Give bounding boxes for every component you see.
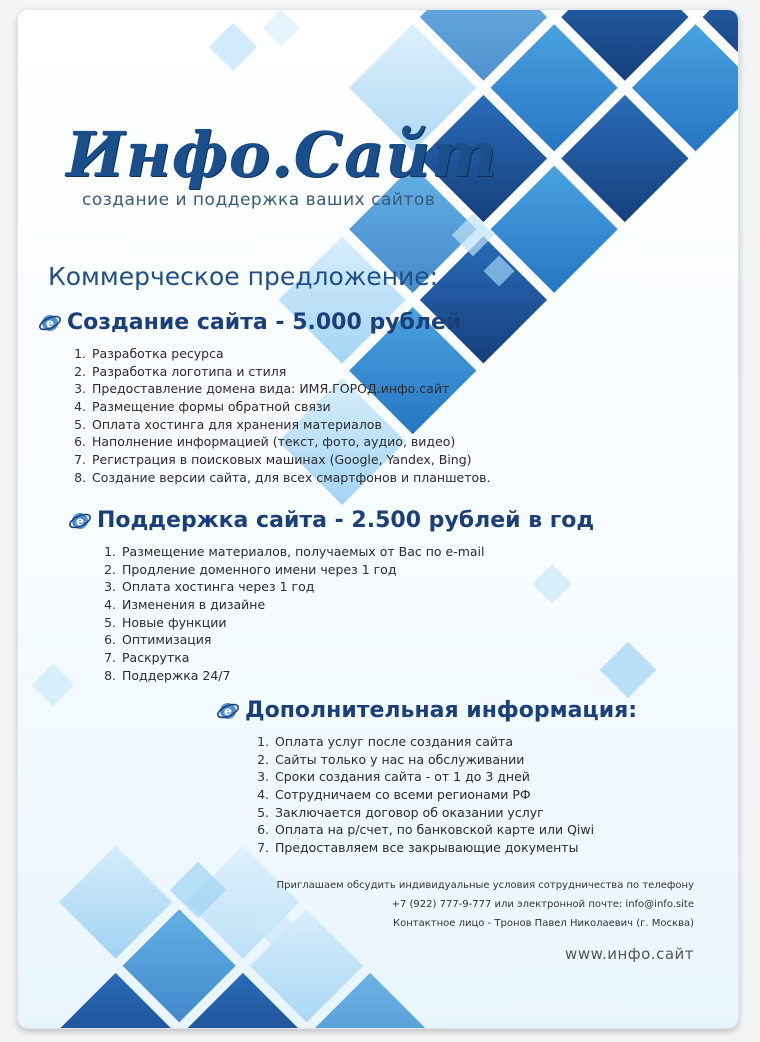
list-item: 2. Разработка логотипа и стиля <box>74 363 287 379</box>
contact-person: Контактное лицо - Тронов Павел Николаевич (г. Москва) <box>393 918 694 929</box>
list-item: 3. Сроки создания сайта - от 1 до 3 дней <box>257 769 530 785</box>
list-item: 4. Изменения в дизайне <box>104 597 266 613</box>
e-globe-icon <box>38 311 62 335</box>
list-item: 2. Продление доменного имени через 1 год <box>104 561 397 577</box>
website-url: www.инфо.сайт <box>565 945 694 963</box>
list-item: 3. Предоставление домена вида: ИМЯ.ГОРОД.инфо.сайт <box>74 381 450 397</box>
list-additional-info <box>251 733 637 857</box>
list-item: 1. Размещение материалов, получаемых от Вас по e-mail <box>104 544 485 559</box>
contact-invite: Приглашаем обсудить индивидуальные условия сотрудничества по телефону <box>276 880 694 891</box>
section-site-creation <box>38 310 491 487</box>
logo-subtitle: создание и поддержка ваших сайтов <box>82 190 436 210</box>
e-globe-icon <box>216 699 240 723</box>
svg-text:e: e <box>75 514 85 528</box>
section-title: e Поддержка сайта - 2.500 рублей в год <box>68 508 594 533</box>
list-item: 4. Размещение формы обратной связи <box>74 399 331 415</box>
svg-text:e: e <box>45 316 55 330</box>
list-item: 8. Поддержка 24/7 <box>104 667 231 683</box>
list-item: 6. Оптимизация <box>104 632 212 648</box>
list-site-creation <box>68 345 491 487</box>
svg-text:e: e <box>223 704 233 718</box>
list-item: 5. Оплата хостинга для хранения материалов <box>74 416 382 432</box>
list-item: 1. Разработка ресурса <box>74 346 224 361</box>
list-item: 5. Заключается договор об оказании услуг <box>257 804 544 820</box>
list-item: 7. Регистрация в поисковых машинах (Google, Yandex, Bing) <box>74 452 472 468</box>
page-heading: Коммерческое предложение: <box>48 262 439 291</box>
e-globe-icon <box>68 509 92 533</box>
list-item: 3. Оплата хостинга через 1 год <box>104 579 315 595</box>
list-site-support <box>98 543 594 685</box>
flyer-sheet <box>18 10 738 1028</box>
list-item: 7. Предоставляем все закрывающие документы <box>257 840 579 856</box>
contact-info <box>277 876 694 933</box>
list-item: 5. Новые функции <box>104 614 227 630</box>
list-item: 2. Сайты только у нас на обслуживании <box>257 751 525 767</box>
contact-phone-email: +7 (922) 777-9-777 или электронной почте: info@info.site <box>391 899 694 910</box>
logo <box>66 118 498 228</box>
list-item: 7. Раскрутка <box>104 650 190 666</box>
section-title: e Дополнительная информация: <box>216 698 637 723</box>
section-site-support <box>68 508 594 685</box>
list-item: 1. Оплата услуг после создания сайта <box>257 734 513 749</box>
list-item: 6. Наполнение информацией (текст, фото, аудио, видео) <box>74 434 456 450</box>
list-item: 6. Оплата на р/счет, по банковской карте или Qiwi <box>257 822 595 838</box>
list-item: 8. Создание версии сайта, для всех смартфонов и планшетов. <box>74 469 491 485</box>
logo-title: Инфо.Сайт <box>66 118 498 191</box>
section-additional-info <box>216 698 637 857</box>
section-title: e Создание сайта - 5.000 рублей <box>38 310 491 335</box>
list-item: 4. Сотрудничаем со всеми регионами РФ <box>257 787 531 803</box>
